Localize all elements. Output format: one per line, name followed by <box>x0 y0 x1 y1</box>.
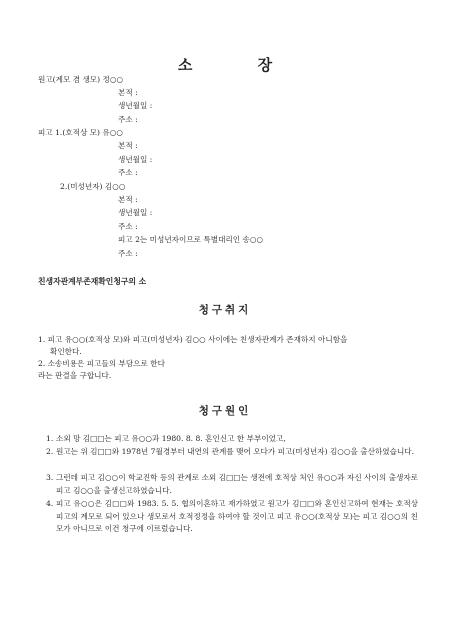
defendant2-birthdate: 생년월일 : <box>118 208 153 217</box>
cause-number: 1. <box>46 434 54 443</box>
defendant2-domicile: 본적 : <box>118 195 138 204</box>
causes-heading: 청구원인 <box>198 405 252 417</box>
special-representative-address: 주소 : <box>118 249 138 258</box>
claim-closing: 라는 판결을 구합니다. <box>38 371 112 380</box>
cause-text: 피고 유○○은 김□□와 1983. 5. 5. 협의이혼하고 재가하였고 원고가 김□□와 혼인신고하여 현재는 호적상 피고의 계모로 되어 있으나 생모로서 호적정정을 하여야 할 것이고 피고 유○○(호적상 모)는 피고 김○○의 친모가 아니므로 이건 청구에 이르렀습니다. <box>56 499 418 533</box>
cause-item <box>46 446 418 459</box>
plaintiff-domicile: 본적 : <box>118 88 138 97</box>
document-title: 소 장 <box>177 56 303 74</box>
defendant1-domicile: 본적 : <box>118 141 138 150</box>
plaintiff-address: 주소 : <box>118 115 138 124</box>
claim-heading: 청구취지 <box>198 304 252 316</box>
cause-text: 소외 망 김□□는 피고 유○○과 1980. 8. 8. 혼인신고 한 부부이었고, <box>56 434 286 443</box>
special-representative-note: 피고 2는 미성년자이므로 특별대리인 송○○ <box>118 235 264 244</box>
cause-item <box>46 433 418 446</box>
defendant1-address: 주소 : <box>118 168 138 177</box>
defendant1-label: 피고 1.(호적상 모) 유○○ <box>38 128 124 137</box>
claim-item-1-cont: 확인한다. <box>50 347 82 356</box>
cause-number: 3. <box>46 473 54 482</box>
cause-text: 원고는 위 김□□와 1978년 7월경부터 내연의 관계를 맺어 오다가 피고(미성년자) 김○○을 출산하였습니다. <box>56 447 415 456</box>
plaintiff-label: 원고(계모 겸 생모) 정○○ <box>38 75 124 84</box>
defendant2-address: 주소 : <box>118 222 138 231</box>
defendant2-label: 2.(미성년자) 김○○ <box>60 182 126 191</box>
cause-number: 2. <box>46 447 54 456</box>
cause-number: 4. <box>46 499 54 508</box>
cause-text: 그런데 피고 김○○이 학교진학 등의 관계로 소외 김□□는 생전에 호적상 처인 유○○과 자신 사이의 출생자로 피고 김○○을 출생신고하였습니다. <box>56 473 418 495</box>
defendant1-birthdate: 생년월일 : <box>118 155 153 164</box>
cause-item <box>46 498 418 536</box>
claim-item-2: 2. 소송비용은 피고들의 부담으로 한다 <box>38 359 165 368</box>
claim-item-1: 1. 피고 유○○(호적상 모)와 피고(미성년자) 김○○ 사이에는 친생자관계가 존재하지 아니함을 <box>38 335 348 344</box>
case-name: 친생자관계부존재확인청구의 소 <box>38 277 147 286</box>
cause-item <box>46 472 418 497</box>
plaintiff-birthdate: 생년월일 : <box>118 101 153 110</box>
